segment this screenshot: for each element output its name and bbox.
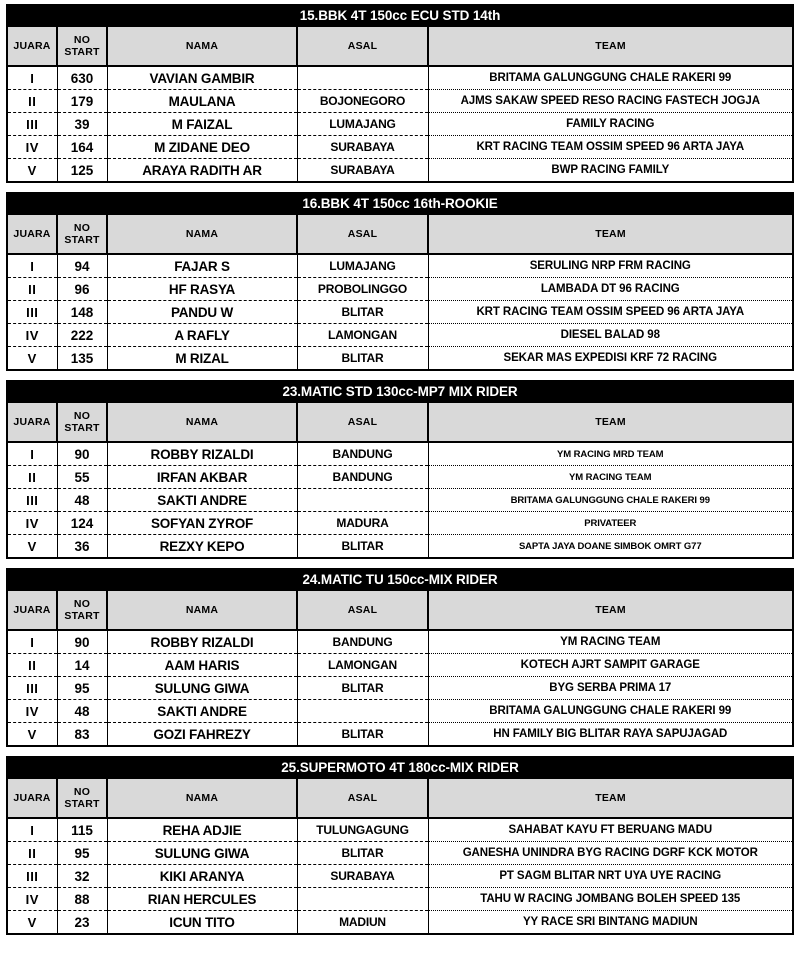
table-row [8, 630, 792, 654]
cell-team: SERULING NRP FRM RACING [428, 254, 792, 278]
result-block [6, 380, 794, 559]
cell-nama: SOFYAN ZYROF [107, 512, 297, 535]
cell-asal: LAMONGAN [297, 324, 428, 347]
cell-nama: ROBBY RIZALDI [107, 630, 297, 654]
table-row [8, 865, 792, 888]
cell-nama: VAVIAN GAMBIR [107, 66, 297, 90]
cell-team: SAPTA JAYA DOANE SIMBOK OMRT G77 [428, 535, 792, 558]
table-row [8, 324, 792, 347]
cell-nama: ICUN TITO [107, 911, 297, 934]
cell-nama: ARAYA RADITH AR [107, 159, 297, 182]
cell-nama: SULUNG GIWA [107, 842, 297, 865]
column-header-no-start-line2: START [64, 234, 100, 246]
cell-team: KRT RACING TEAM OSSIM SPEED 96 ARTA JAYA [428, 136, 792, 159]
cell-juara: II [8, 654, 57, 677]
cell-team: BWP RACING FAMILY [428, 159, 792, 182]
table-header-row [8, 27, 792, 66]
result-block [6, 756, 794, 935]
column-header-no-start-line1: NO [73, 786, 91, 798]
cell-team: YM RACING TEAM [428, 466, 792, 489]
column-header-team: TEAM [428, 27, 792, 66]
table-row [8, 842, 792, 865]
table-row [8, 159, 792, 182]
cell-juara: V [8, 723, 57, 746]
cell-no-start: 48 [57, 700, 107, 723]
column-header-no-start-line2: START [64, 46, 100, 58]
column-header-no-start-line1: NO [73, 598, 91, 610]
table-header-row [8, 591, 792, 630]
cell-juara: IV [8, 136, 57, 159]
column-header-asal: ASAL [297, 779, 428, 818]
cell-asal: BLITAR [297, 301, 428, 324]
cell-nama: A RAFLY [107, 324, 297, 347]
table-row [8, 466, 792, 489]
table-row [8, 700, 792, 723]
cell-nama: SAKTI ANDRE [107, 489, 297, 512]
cell-asal: BLITAR [297, 347, 428, 370]
table-row [8, 489, 792, 512]
cell-no-start: 90 [57, 630, 107, 654]
cell-no-start: 96 [57, 278, 107, 301]
cell-juara: IV [8, 700, 57, 723]
cell-team: KOTECH AJRT SAMPIT GARAGE [428, 654, 792, 677]
column-header-team: TEAM [428, 215, 792, 254]
column-header-asal: ASAL [297, 215, 428, 254]
cell-nama: RIAN HERCULES [107, 888, 297, 911]
cell-team: GANESHA UNINDRA BYG RACING DGRF KCK MOTOR [428, 842, 792, 865]
column-header-no-start-line2: START [64, 610, 100, 622]
table-row [8, 512, 792, 535]
cell-nama: PANDU W [107, 301, 297, 324]
column-header-juara: JUARA [8, 779, 57, 818]
cell-juara: II [8, 278, 57, 301]
cell-asal: LAMONGAN [297, 654, 428, 677]
cell-nama: REHA ADJIE [107, 818, 297, 842]
table-header-row [8, 779, 792, 818]
column-header-asal: ASAL [297, 591, 428, 630]
cell-team: PT SAGM BLITAR NRT UYA UYE RACING [428, 865, 792, 888]
table-row [8, 888, 792, 911]
result-block [6, 568, 794, 747]
cell-juara: I [8, 254, 57, 278]
column-header-team: TEAM [428, 403, 792, 442]
cell-no-start: 90 [57, 442, 107, 466]
cell-juara: V [8, 535, 57, 558]
cell-team: AJMS SAKAW SPEED RESO RACING FASTECH JOGJA [428, 90, 792, 113]
cell-juara: V [8, 911, 57, 934]
cell-nama: GOZI FAHREZY [107, 723, 297, 746]
table-row [8, 911, 792, 934]
table-row [8, 254, 792, 278]
cell-juara: V [8, 347, 57, 370]
cell-juara: III [8, 677, 57, 700]
table-row [8, 113, 792, 136]
table-row [8, 90, 792, 113]
cell-asal: BANDUNG [297, 466, 428, 489]
cell-juara: V [8, 159, 57, 182]
column-header-team: TEAM [428, 779, 792, 818]
cell-asal [297, 489, 428, 512]
cell-juara: III [8, 489, 57, 512]
cell-team: TAHU W RACING JOMBANG BOLEH SPEED 135 [428, 888, 792, 911]
column-header-juara: JUARA [8, 215, 57, 254]
column-header-juara: JUARA [8, 27, 57, 66]
cell-no-start: 95 [57, 842, 107, 865]
cell-nama: KIKI ARANYA [107, 865, 297, 888]
cell-asal: MADURA [297, 512, 428, 535]
column-header-no-start-line2: START [64, 798, 100, 810]
class-title: 25.SUPERMOTO 4T 180cc-MIX RIDER [8, 758, 792, 779]
table-row [8, 347, 792, 370]
cell-juara: IV [8, 324, 57, 347]
table-row [8, 301, 792, 324]
cell-no-start: 39 [57, 113, 107, 136]
cell-asal: BLITAR [297, 842, 428, 865]
column-header-no-start [57, 27, 107, 66]
cell-juara: II [8, 842, 57, 865]
cell-asal: BANDUNG [297, 442, 428, 466]
cell-juara: III [8, 113, 57, 136]
cell-team: HN FAMILY BIG BLITAR RAYA SAPUJAGAD [428, 723, 792, 746]
cell-nama: SAKTI ANDRE [107, 700, 297, 723]
cell-team: BRITAMA GALUNGGUNG CHALE RAKERI 99 [428, 700, 792, 723]
cell-asal [297, 700, 428, 723]
cell-nama: IRFAN AKBAR [107, 466, 297, 489]
cell-no-start: 94 [57, 254, 107, 278]
cell-no-start: 630 [57, 66, 107, 90]
table-row [8, 136, 792, 159]
cell-team: DIESEL BALAD 98 [428, 324, 792, 347]
cell-asal [297, 66, 428, 90]
results-table [8, 779, 792, 933]
cell-no-start: 88 [57, 888, 107, 911]
cell-nama: AAM HARIS [107, 654, 297, 677]
cell-asal: PROBOLINGGO [297, 278, 428, 301]
column-header-no-start [57, 779, 107, 818]
column-header-no-start-line2: START [64, 422, 100, 434]
table-row [8, 535, 792, 558]
column-header-no-start-line1: NO [73, 410, 91, 422]
cell-team: BRITAMA GALUNGGUNG CHALE RAKERI 99 [428, 489, 792, 512]
cell-asal: SURABAYA [297, 865, 428, 888]
cell-team: FAMILY RACING [428, 113, 792, 136]
cell-no-start: 55 [57, 466, 107, 489]
cell-nama: M RIZAL [107, 347, 297, 370]
cell-asal: SURABAYA [297, 136, 428, 159]
table-row [8, 677, 792, 700]
cell-asal: LUMAJANG [297, 113, 428, 136]
cell-no-start: 14 [57, 654, 107, 677]
column-header-nama: NAMA [107, 403, 297, 442]
cell-team: PRIVATEER [428, 512, 792, 535]
cell-no-start: 83 [57, 723, 107, 746]
table-row [8, 278, 792, 301]
results-table [8, 403, 792, 557]
column-header-no-start [57, 403, 107, 442]
class-title: 23.MATIC STD 130cc-MP7 MIX RIDER [8, 382, 792, 403]
cell-juara: IV [8, 512, 57, 535]
cell-team: YY RACE SRI BINTANG MADIUN [428, 911, 792, 934]
cell-no-start: 48 [57, 489, 107, 512]
cell-juara: IV [8, 888, 57, 911]
cell-juara: III [8, 865, 57, 888]
cell-no-start: 135 [57, 347, 107, 370]
cell-asal: BLITAR [297, 723, 428, 746]
cell-nama: ROBBY RIZALDI [107, 442, 297, 466]
column-header-no-start-line1: NO [73, 222, 91, 234]
result-block [6, 192, 794, 371]
table-row [8, 723, 792, 746]
cell-nama: SULUNG GIWA [107, 677, 297, 700]
cell-asal: LUMAJANG [297, 254, 428, 278]
cell-nama: REZXY KEPO [107, 535, 297, 558]
table-row [8, 66, 792, 90]
cell-asal: BLITAR [297, 677, 428, 700]
cell-no-start: 36 [57, 535, 107, 558]
column-header-nama: NAMA [107, 779, 297, 818]
cell-nama: M FAIZAL [107, 113, 297, 136]
cell-team: BYG SERBA PRIMA 17 [428, 677, 792, 700]
results-table [8, 591, 792, 745]
cell-juara: II [8, 90, 57, 113]
column-header-nama: NAMA [107, 27, 297, 66]
result-block [6, 4, 794, 183]
cell-no-start: 115 [57, 818, 107, 842]
cell-no-start: 148 [57, 301, 107, 324]
column-header-team: TEAM [428, 591, 792, 630]
cell-juara: III [8, 301, 57, 324]
cell-no-start: 164 [57, 136, 107, 159]
cell-juara: I [8, 442, 57, 466]
cell-team: SAHABAT KAYU FT BERUANG MADU [428, 818, 792, 842]
results-table [8, 215, 792, 369]
cell-juara: II [8, 466, 57, 489]
table-header-row [8, 215, 792, 254]
table-row [8, 654, 792, 677]
cell-no-start: 95 [57, 677, 107, 700]
column-header-nama: NAMA [107, 215, 297, 254]
column-header-juara: JUARA [8, 591, 57, 630]
cell-asal: SURABAYA [297, 159, 428, 182]
column-header-no-start-line1: NO [73, 34, 91, 46]
column-header-nama: NAMA [107, 591, 297, 630]
table-row [8, 818, 792, 842]
class-title: 24.MATIC TU 150cc-MIX RIDER [8, 570, 792, 591]
results-table [8, 27, 792, 181]
cell-juara: I [8, 630, 57, 654]
column-header-no-start [57, 591, 107, 630]
column-header-asal: ASAL [297, 403, 428, 442]
cell-asal: BOJONEGORO [297, 90, 428, 113]
cell-nama: MAULANA [107, 90, 297, 113]
cell-team: YM RACING MRD TEAM [428, 442, 792, 466]
cell-nama: HF RASYA [107, 278, 297, 301]
cell-asal: BLITAR [297, 535, 428, 558]
cell-juara: I [8, 818, 57, 842]
cell-no-start: 179 [57, 90, 107, 113]
cell-asal: MADIUN [297, 911, 428, 934]
cell-team: YM RACING TEAM [428, 630, 792, 654]
cell-no-start: 124 [57, 512, 107, 535]
column-header-no-start [57, 215, 107, 254]
cell-no-start: 32 [57, 865, 107, 888]
column-header-asal: ASAL [297, 27, 428, 66]
table-header-row [8, 403, 792, 442]
cell-no-start: 222 [57, 324, 107, 347]
cell-team: KRT RACING TEAM OSSIM SPEED 96 ARTA JAYA [428, 301, 792, 324]
column-header-juara: JUARA [8, 403, 57, 442]
class-title: 15.BBK 4T 150cc ECU STD 14th [8, 6, 792, 27]
cell-team: SEKAR MAS EXPEDISI KRF 72 RACING [428, 347, 792, 370]
cell-team: BRITAMA GALUNGGUNG CHALE RAKERI 99 [428, 66, 792, 90]
cell-no-start: 125 [57, 159, 107, 182]
class-title: 16.BBK 4T 150cc 16th-ROOKIE [8, 194, 792, 215]
cell-asal [297, 888, 428, 911]
cell-juara: I [8, 66, 57, 90]
cell-nama: FAJAR S [107, 254, 297, 278]
cell-team: LAMBADA DT 96 RACING [428, 278, 792, 301]
cell-asal: TULUNGAGUNG [297, 818, 428, 842]
cell-asal: BANDUNG [297, 630, 428, 654]
cell-nama: M ZIDANE DEO [107, 136, 297, 159]
cell-no-start: 23 [57, 911, 107, 934]
table-row [8, 442, 792, 466]
